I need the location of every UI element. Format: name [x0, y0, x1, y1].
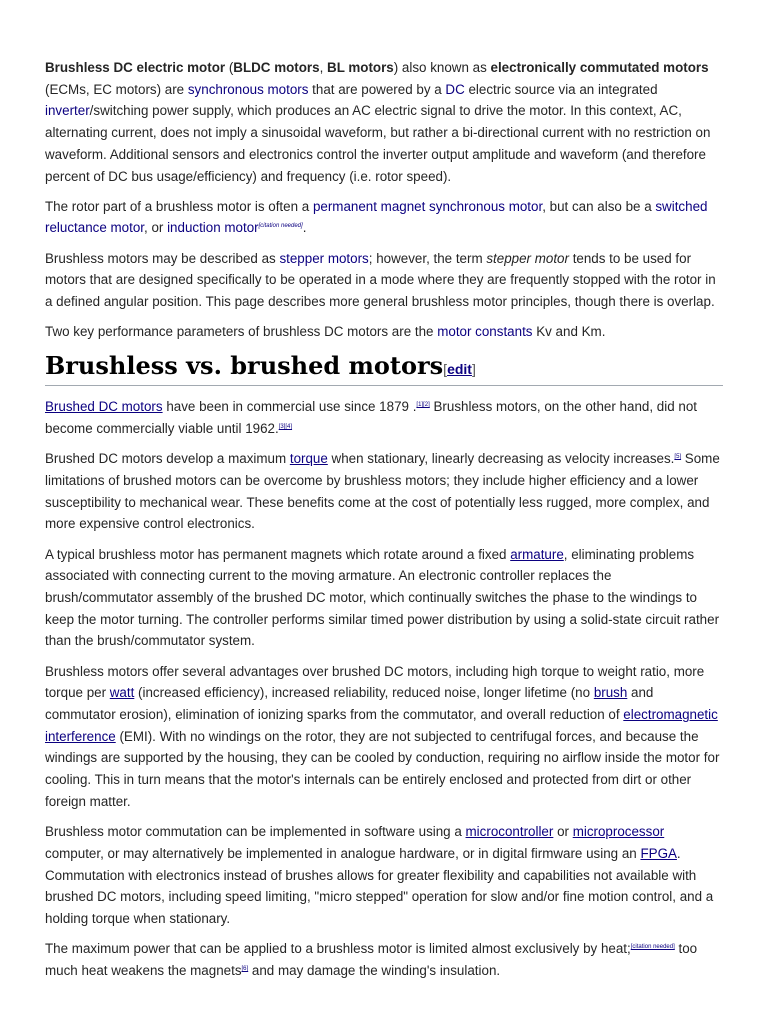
text-span: or — [553, 824, 573, 840]
text-span: tends to be used for motors that are designed specifically to be operated in a mode where they are frequently stopped with the rotor in a defined angular position. This page describes more general brushless motor principles, though there is overlap. — [45, 250, 716, 310]
link-microprocessor[interactable]: microprocessor — [572, 824, 665, 840]
text-span: Brushed DC motors develop a maximum — [45, 451, 290, 467]
link-motor-constants[interactable]: motor constants — [437, 324, 533, 340]
link-dc[interactable]: DC — [445, 81, 465, 97]
reference-link[interactable]: [5] — [674, 454, 682, 461]
link-torque[interactable]: torque — [289, 451, 328, 467]
term-ecm: electronically commutated motors — [490, 60, 709, 75]
text-span: , or — [144, 220, 168, 236]
citation-needed-link[interactable]: [citation needed] — [630, 944, 675, 951]
text-span: have been in commercial use since 1879 . — [162, 399, 417, 415]
text-span: ) also known as — [393, 60, 491, 75]
text-span: (ECMs, EC motors) are — [45, 81, 188, 97]
bracket-close: ] — [471, 361, 476, 378]
link-stepper-motors[interactable]: stepper motors — [279, 250, 369, 266]
link-switched-reluctance-motor[interactable]: switched reluctance motor — [45, 198, 708, 236]
term-bl-motors: BL motors — [327, 60, 394, 75]
intro-paragraph-2 — [45, 196, 723, 239]
section-paragraph-3 — [45, 544, 723, 653]
text-span: Brushless motors offer several advantages over brushed DC motors, including high torque to weight ratio, more torque per — [45, 663, 705, 701]
text-span: Brushless motor commutation can be implemented in software using a — [45, 824, 466, 840]
text-span: /switching power supply, which produces an AC electric signal to drive the motor. In this context, AC, alternating current, does not imply a sinusoidal waveform, but rather a bi-directional current with no restriction on waveform. Additional sensors and electronics control the inverter output amplitude and waveform (and therefore percent of DC bus usage/efficiency) and frequency (i.e. rotor speed). — [45, 103, 711, 184]
text-span: that are powered by a — [308, 81, 446, 97]
text-span: ; however, the term — [368, 250, 487, 266]
text-span: computer, or may alternatively be implemented in analogue hardware, or in digital firmware using an — [45, 845, 641, 861]
section-paragraph-5 — [45, 821, 723, 930]
section-title: Brushless vs. brushed motors — [45, 351, 444, 381]
link-armature[interactable]: armature — [510, 546, 564, 562]
link-synchronous-motors[interactable]: synchronous motors — [187, 81, 309, 97]
text-span: Brushless motors, on the other hand, did not become commercially viable until 1962. — [45, 399, 697, 437]
link-watt[interactable]: watt — [109, 685, 135, 701]
article-body — [45, 57, 723, 990]
reference-link[interactable]: [3][4] — [278, 424, 293, 431]
text-span: and commutator erosion), elimination of ionizing sparks from the commutator, and overall reduction of — [45, 685, 654, 723]
text-span: The rotor part of a brushless motor is often a — [45, 198, 313, 214]
text-span: The maximum power that can be applied to a brushless motor is limited almost exclusively by heat; — [45, 941, 631, 957]
section-paragraph-2 — [45, 448, 723, 535]
text-span: . Commutation with electronics instead of brushes allows for greater flexibility and capabilities not available with brushed DC motors, including speed limiting, "micro stepped" operation for slow and/or fine motion control, and a holding torque when stationary. — [45, 845, 714, 926]
term-stepper-motor: stepper motor — [486, 250, 569, 266]
link-brushed-dc-motors[interactable]: Brushed DC motors — [45, 399, 163, 415]
term-bldc: Brushless DC electric motor — [45, 60, 226, 75]
text-span: Brushless motors may be described as — [45, 250, 280, 266]
link-brush[interactable]: brush — [593, 685, 628, 701]
edit-section-link[interactable]: edit — [447, 361, 472, 378]
link-inverter[interactable]: inverter — [45, 103, 90, 119]
link-electromagnetic-interference[interactable]: electromagnetic interference — [45, 707, 718, 744]
section-paragraph-6 — [45, 938, 723, 981]
text-span: Two key performance parameters of brushless DC motors are the — [45, 324, 438, 340]
intro-paragraph-1 — [45, 57, 723, 187]
intro-paragraph-4 — [45, 321, 723, 343]
text-span: when stationary, linearly decreasing as velocity increases. — [327, 451, 675, 467]
text-span: , but can also be a — [542, 198, 656, 214]
text-span: ( — [225, 60, 234, 75]
term-bldc-abbr: BLDC motors — [233, 60, 320, 75]
edit-section-wrapper — [443, 361, 476, 377]
link-induction-motor[interactable]: induction motor — [167, 220, 259, 236]
text-span: , — [319, 60, 328, 75]
text-span: and may damage the winding's insulation. — [248, 962, 501, 978]
text-span: electric source via an integrated — [464, 81, 658, 97]
citation-needed-link[interactable]: [citation needed] — [258, 223, 303, 230]
link-fpga[interactable]: FPGA — [640, 845, 677, 861]
section-paragraph-1 — [45, 396, 723, 439]
text-span: (EMI). With no windings on the rotor, they are not subjected to centrifugal forces, and because the windings are supported by the housing, they can be cooled by conduction, requiring no airflow inside the motor for cooling. This in turn means that the motor's internals can be entirely enclosed and protected from dirt or other foreign matter. — [45, 728, 720, 809]
text-span: A typical brushless motor has permanent magnets which rotate around a fixed — [45, 546, 511, 562]
reference-link[interactable]: [6] — [241, 965, 249, 972]
section-heading — [45, 351, 723, 386]
section-paragraph-4 — [45, 661, 723, 813]
text-span: . — [302, 220, 307, 236]
link-pmsm[interactable]: permanent magnet synchronous motor — [312, 198, 543, 214]
text-span: Kv and Km. — [532, 324, 606, 340]
reference-link[interactable]: [1][2] — [416, 402, 430, 409]
text-span: , eliminating problems associated with connecting current to the moving armature. An electronic controller replaces the brush/commutator assembly of the brushed DC motor, which continually switches the phase to the windings to keep the motor turning. The controller performs similar timed power distribution by using a solid-state circuit rather than the brush/commutator system. — [45, 546, 720, 649]
intro-paragraph-3 — [45, 248, 723, 313]
text-span: (increased efficiency), increased reliability, reduced noise, longer lifetime (no — [134, 685, 594, 701]
text-span: too much heat weakens the magnets — [45, 941, 698, 978]
bracket-open: [ — [443, 361, 448, 378]
text-span: Some limitations of brushed motors can be overcome by brushless motors; they include higher efficiency and a lower susceptibility to mechanical wear. These benefits come at the cost of potentially less rugged, more complex, and more expensive control electronics. — [45, 451, 720, 532]
link-microcontroller[interactable]: microcontroller — [465, 824, 554, 840]
